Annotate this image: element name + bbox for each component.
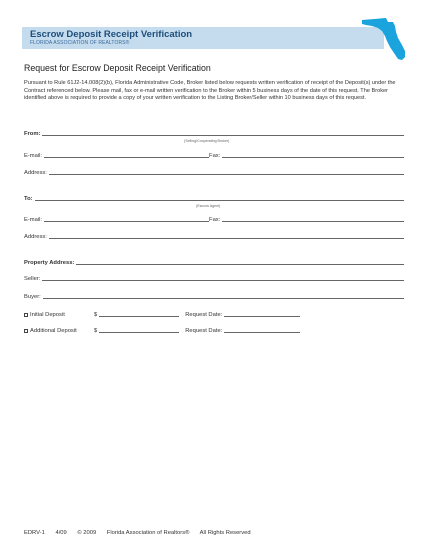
to-field[interactable] <box>35 200 404 201</box>
buyer-label: Buyer: <box>24 294 41 300</box>
from-address-field[interactable] <box>49 174 404 175</box>
property-address-row <box>24 256 404 266</box>
florida-map-icon <box>360 14 410 62</box>
additional-deposit-label: Additional Deposit <box>30 328 77 334</box>
to-address-label: Address: <box>24 234 47 240</box>
from-fax-label: Fax: <box>209 153 221 159</box>
footer-copyright: © 2009 <box>77 530 97 536</box>
from-address-label: Address: <box>24 170 47 176</box>
to-email-field[interactable] <box>44 221 209 222</box>
initial-deposit-currency: $ <box>94 312 98 318</box>
to-address-row <box>24 230 404 240</box>
from-address-row <box>24 166 404 176</box>
additional-deposit-row <box>24 324 404 334</box>
initial-deposit-label: Initial Deposit <box>30 312 65 318</box>
footer-form-id: EDRV-1 <box>24 530 45 536</box>
to-fax-label: Fax: <box>209 217 221 223</box>
from-fax-field[interactable] <box>222 157 404 158</box>
property-address-field[interactable] <box>76 264 404 265</box>
intro-paragraph: Pursuant to Rule 61J2-14.008(2)(b), Florida Administrative Code, Broker listed below requests written verification of receipt of the Deposit(s) under the Contract referenced below. Please mail, fax or e-mail written verification to the Broker within 5 business days of the date of this request. The Broker identified above is required to provide a copy of your written verification to the Listing Broker/Seller within 10 business days of this request. <box>24 80 396 101</box>
initial-request-date-label: Request Date: <box>185 312 223 318</box>
to-fax-field[interactable] <box>222 221 404 222</box>
form-title: Request for Escrow Deposit Receipt Verification <box>24 63 211 73</box>
to-address-field[interactable] <box>49 238 404 239</box>
seller-label: Seller: <box>24 276 41 282</box>
from-field[interactable] <box>42 135 404 136</box>
footer-org: Florida Association of Realtors® <box>106 530 190 536</box>
additional-request-date-label: Request Date: <box>185 328 223 334</box>
from-caption: (Selling/Cooperating Broker) <box>184 139 230 143</box>
buyer-field[interactable] <box>43 298 404 299</box>
to-email-row <box>24 213 404 223</box>
initial-deposit-row <box>24 308 404 318</box>
from-row <box>24 127 404 137</box>
header-subtitle: FLORIDA ASSOCIATION OF REALTORS® <box>30 40 130 46</box>
from-label: From: <box>24 131 41 137</box>
from-email-field[interactable] <box>44 157 209 158</box>
to-email-label: E-mail: <box>24 217 43 223</box>
additional-deposit-checkbox[interactable] <box>24 329 28 333</box>
initial-deposit-amount-field[interactable] <box>99 316 179 317</box>
additional-deposit-amount-field[interactable] <box>99 332 179 333</box>
to-caption: (Escrow Agent) <box>196 204 221 208</box>
initial-request-date-field[interactable] <box>224 316 300 317</box>
footer-revision: 4/09 <box>55 530 67 536</box>
additional-request-date-field[interactable] <box>224 332 300 333</box>
seller-field[interactable] <box>42 280 404 281</box>
header-band <box>22 27 384 49</box>
footer-rights: All Rights Reserved <box>199 530 251 536</box>
property-address-label: Property Address: <box>24 260 75 266</box>
buyer-row <box>24 290 404 300</box>
from-email-label: E-mail: <box>24 153 43 159</box>
seller-row <box>24 272 404 282</box>
initial-deposit-checkbox[interactable] <box>24 313 28 317</box>
to-label: To: <box>24 196 33 202</box>
additional-deposit-currency: $ <box>94 328 98 334</box>
to-row <box>24 192 404 202</box>
from-email-row <box>24 149 404 159</box>
footer <box>24 530 260 536</box>
header-title: Escrow Deposit Receipt Verification <box>30 29 193 40</box>
